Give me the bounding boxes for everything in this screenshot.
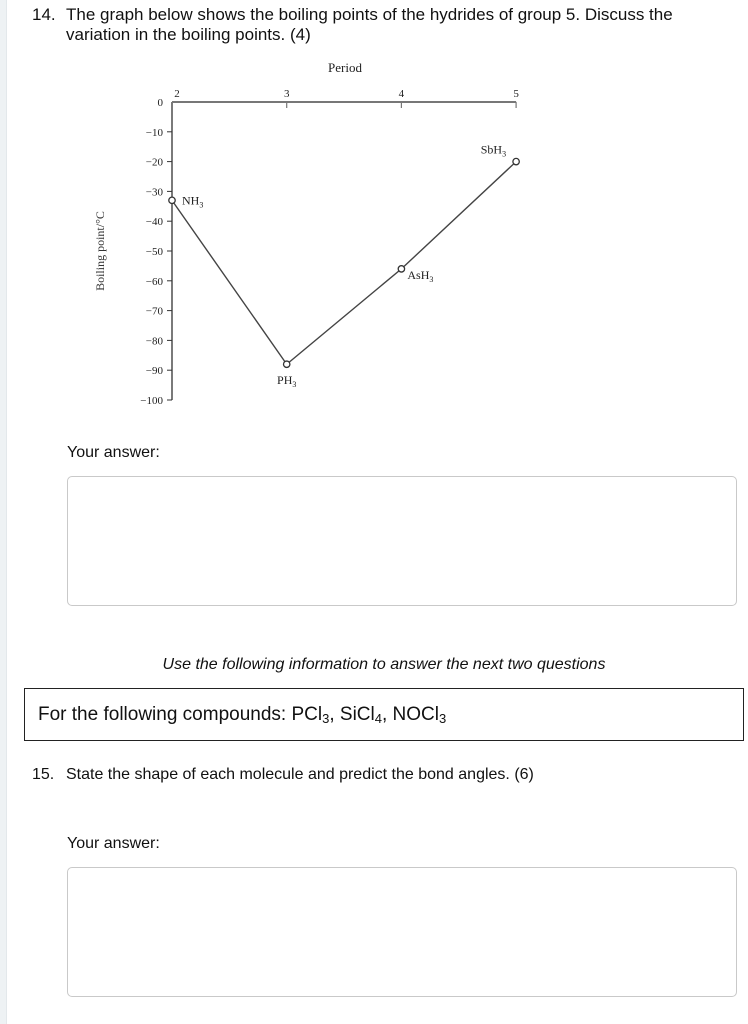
point-label: AsH$_3$ <box>407 267 434 284</box>
info-note: Use the following information to answer the next two questions <box>162 656 606 673</box>
x-axis-title: Period <box>328 60 362 75</box>
y-tick-label: −100 <box>140 395 163 407</box>
y-tick-label: −50 <box>145 246 163 258</box>
question-15-heading <box>32 765 732 785</box>
question-15-answer-label: Your answer: <box>67 835 160 852</box>
point-label: $PH_3$ <box>277 373 297 390</box>
question-15-text: State the shape of each molecule and predict the bond angles. (6) <box>66 766 534 783</box>
series-line <box>172 162 516 365</box>
compound-pcl3: PCl$_3$, <box>291 704 340 726</box>
y-tick-label: −10 <box>145 126 163 139</box>
data-point-nh3 <box>169 197 175 203</box>
question-14-number: 14. <box>32 5 56 24</box>
x-tick-label: 5 <box>513 88 519 100</box>
data-point-sbh3 <box>513 158 519 164</box>
y-tick-label: −20 <box>145 156 163 169</box>
point-label: SbH$_3$ <box>480 142 507 159</box>
y-tick-label: −90 <box>145 365 163 378</box>
x-tick-label: 3 <box>283 88 290 100</box>
question-15-answer-input[interactable] <box>67 867 737 997</box>
y-tick-label: −30 <box>145 186 163 199</box>
chart-canvas <box>80 55 550 425</box>
question-14-answer-input[interactable] <box>67 476 737 606</box>
x-tick-label: 4 <box>398 88 405 100</box>
question-14-text: The graph below shows the boiling points of the hydrides of group 5. Discuss the variation in the boiling points. (4) <box>66 5 673 44</box>
y-axis-title: Boiling point/°C <box>93 211 107 291</box>
y-tick-label: 0 <box>157 97 163 109</box>
compounds-prefix: For the following compounds: <box>38 704 292 725</box>
question-14-answer-label: Your answer: <box>67 444 160 461</box>
data-point-ph3 <box>284 361 290 367</box>
y-tick-label: −60 <box>145 275 163 288</box>
point-label: $NH_3$ <box>182 193 204 210</box>
data-point-ash3 <box>398 266 404 272</box>
compound-nocl3: NOCl$_3$ <box>392 704 447 726</box>
y-tick-label: −70 <box>145 305 163 318</box>
y-tick-label: −80 <box>145 335 163 348</box>
compounds-info-box <box>24 688 744 741</box>
compound-sicl4: SiCl$_4$, <box>339 704 393 726</box>
boiling-point-chart <box>80 55 550 425</box>
y-tick-label: −40 <box>145 216 163 229</box>
x-tick-label: 2 <box>174 88 180 100</box>
left-rail <box>0 0 7 1024</box>
question-15-number: 15. <box>32 766 55 783</box>
question-14-heading <box>32 5 732 45</box>
